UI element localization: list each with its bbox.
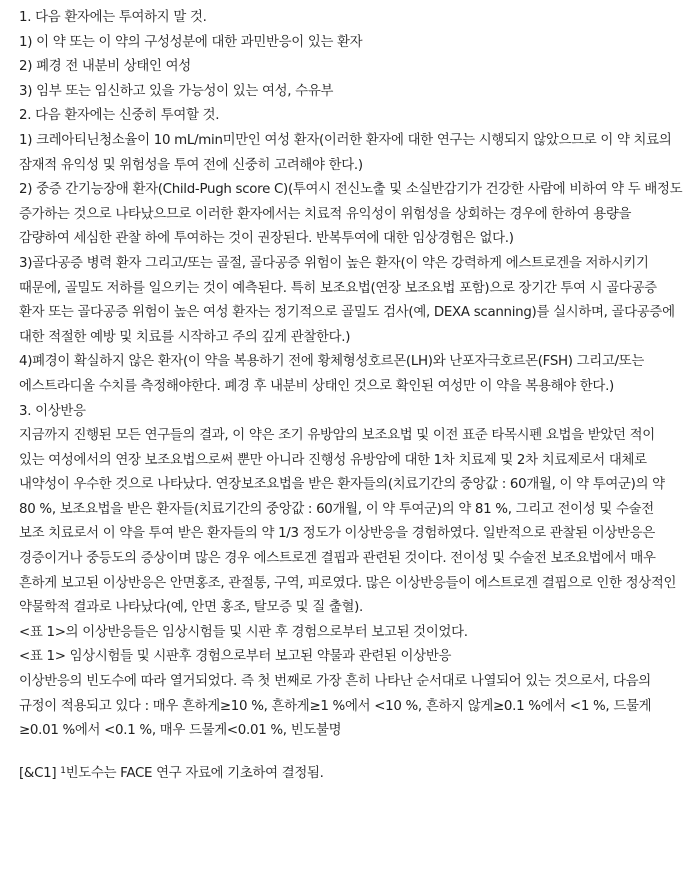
body-paragraph: 지금까지 진행된 모든 연구들의 결과, 이 약은 조기 유방암의 보조요법 및 이전 표준 타목시펜 요법을 받았던 적이 있는 여성에서의 연장 보조요법으로써 뿐만 아니라 진행성 유방암에 대한 1차 치료제 및 2차 치료제로서 대체로 내약성이 우수한 것으로 나타났다. 연장보조요법을 받은 환자들의(치료기간의 중앙값 : 60개월, 이 약 투여군)의 약 80 %, 보조요법을 받은 환자들(치료기간의 중앙값 : 60개월, 이 약 투여군)의 약 81 %, 그리고 전이성 및 수술전 보조 치료로서 이 약을 투여 받은 환자들의 약 1/3 정도가 이상반응을 경험하였다. 일반적으로 관찰된 이상반응은 경증이거나 중등도의 증상이며 많은 경우 에스트로겐 결핍과 관련된 것이다. 전이성 및 수술전 보조요법에서 매우 흔하게 보고된 이상반응은 안면홍조, 관절통, 구역, 피로였다. 많은 이상반응들이 에스트로겐 결핍으로 인한 정상적인 약물학적 결과로 나타났다(예, 안면 홍조, 탈모증 및 질 출혈). <box>19 428 677 616</box>
footnote-text: 빈도수는 FACE 연구 자료에 기초하여 결정됨. <box>65 765 324 781</box>
list-item: 4)폐경이 확실하지 않은 환자(이 약을 복용하기 전에 황체형성호르몬(LH)와 난포자극호르몬(FSH) 그리고/또는 에스트라디올 수치를 측정해야한다. 폐경 후 내분비 상태인 것으로 확인된 여성만 이 약을 복용해야 한다.) <box>19 354 645 394</box>
frequency-definition: 이상반응의 빈도수에 따라 열거되었다. 즉 첫 번째로 가장 흔히 나타난 순서대로 나열되어 있는 것으로서, 다음의 규정이 적용되고 있다 : 매우 흔하게≥10 %, 흔하게≥1 %에서 <10 %, 흔하지 않게≥0.1 %에서 <1 %, 드물게≥0.01 %에서 <0.1 %, 매우 드물게<0.01 %, 빈도불명 <box>19 674 652 739</box>
section-heading-caution: 2. 다음 환자에는 신중히 투여할 것. <box>19 108 220 124</box>
list-item: 2) 중증 간기능장애 환자(Child-Pugh score C)(투여시 전신노출 및 소실반감기가 건강한 사람에 비하여 약 두 배정도 증가하는 것으로 나타났으므로 이러한 환자에서는 치료적 유익성이 위험성을 상회하는 경우에 한하여 용량을 감량하여 세심한 관찰 하에 투여하는 것이 권장된다. 반복투여에 대한 임상경험은 없다.) <box>19 182 683 247</box>
list-item: 1) 이 약 또는 이 약의 구성성분에 대한 과민반응이 있는 환자 <box>19 34 363 50</box>
list-item: 3)골다공증 병력 환자 그리고/또는 골절, 골다공증 위험이 높은 환자(이 약은 강력하게 에스트로겐을 저하시키기 때문에, 골밀도 저하를 일으키는 것이 예측된다. 특히 보조요법(연장 보조요법 포함)으로 장기간 투여 시 골다공증 환자 또는 골다공증 위험이 높은 여성 환자는 정기적으로 골밀도 검사(예, DEXA scanning)를 실시하며, 골다공증에 대한 적절한 예방 및 치료를 시작하고 주의 깊게 관찰한다.) <box>19 255 675 345</box>
list-item: 1) 크레아티닌청소율이 10 mL/min미만인 여성 환자(이러한 환자에 대한 연구는 시행되지 않았으므로 이 약 치료의 잠재적 유익성 및 위험성을 투여 전에 신중히 고려해야 한다.) <box>19 132 672 173</box>
footnote <box>19 762 683 787</box>
list-item: 3) 임부 또는 임신하고 있을 가능성이 있는 여성, 수유부 <box>19 83 334 99</box>
spacer <box>19 744 683 762</box>
section-heading-contraindications: 1. 다음 환자에는 투여하지 말 것. <box>19 10 207 25</box>
list-item: 2) 폐경 전 내분비 상태인 여성 <box>19 59 191 75</box>
section-heading-adverse-reactions: 3. 이상반응 <box>19 403 86 419</box>
footnote-prefix: [&C1] <box>19 765 57 781</box>
table-caption: <표 1> 임상시험들 및 시판후 경험으로부터 보고된 약물과 관련된 이상반응 <box>19 649 452 665</box>
table-reference: <표 1>의 이상반응들은 임상시험들 및 시판 후 경험으로부터 보고된 것이었다. <box>19 624 468 640</box>
footnote-marker: 1 <box>60 765 66 776</box>
